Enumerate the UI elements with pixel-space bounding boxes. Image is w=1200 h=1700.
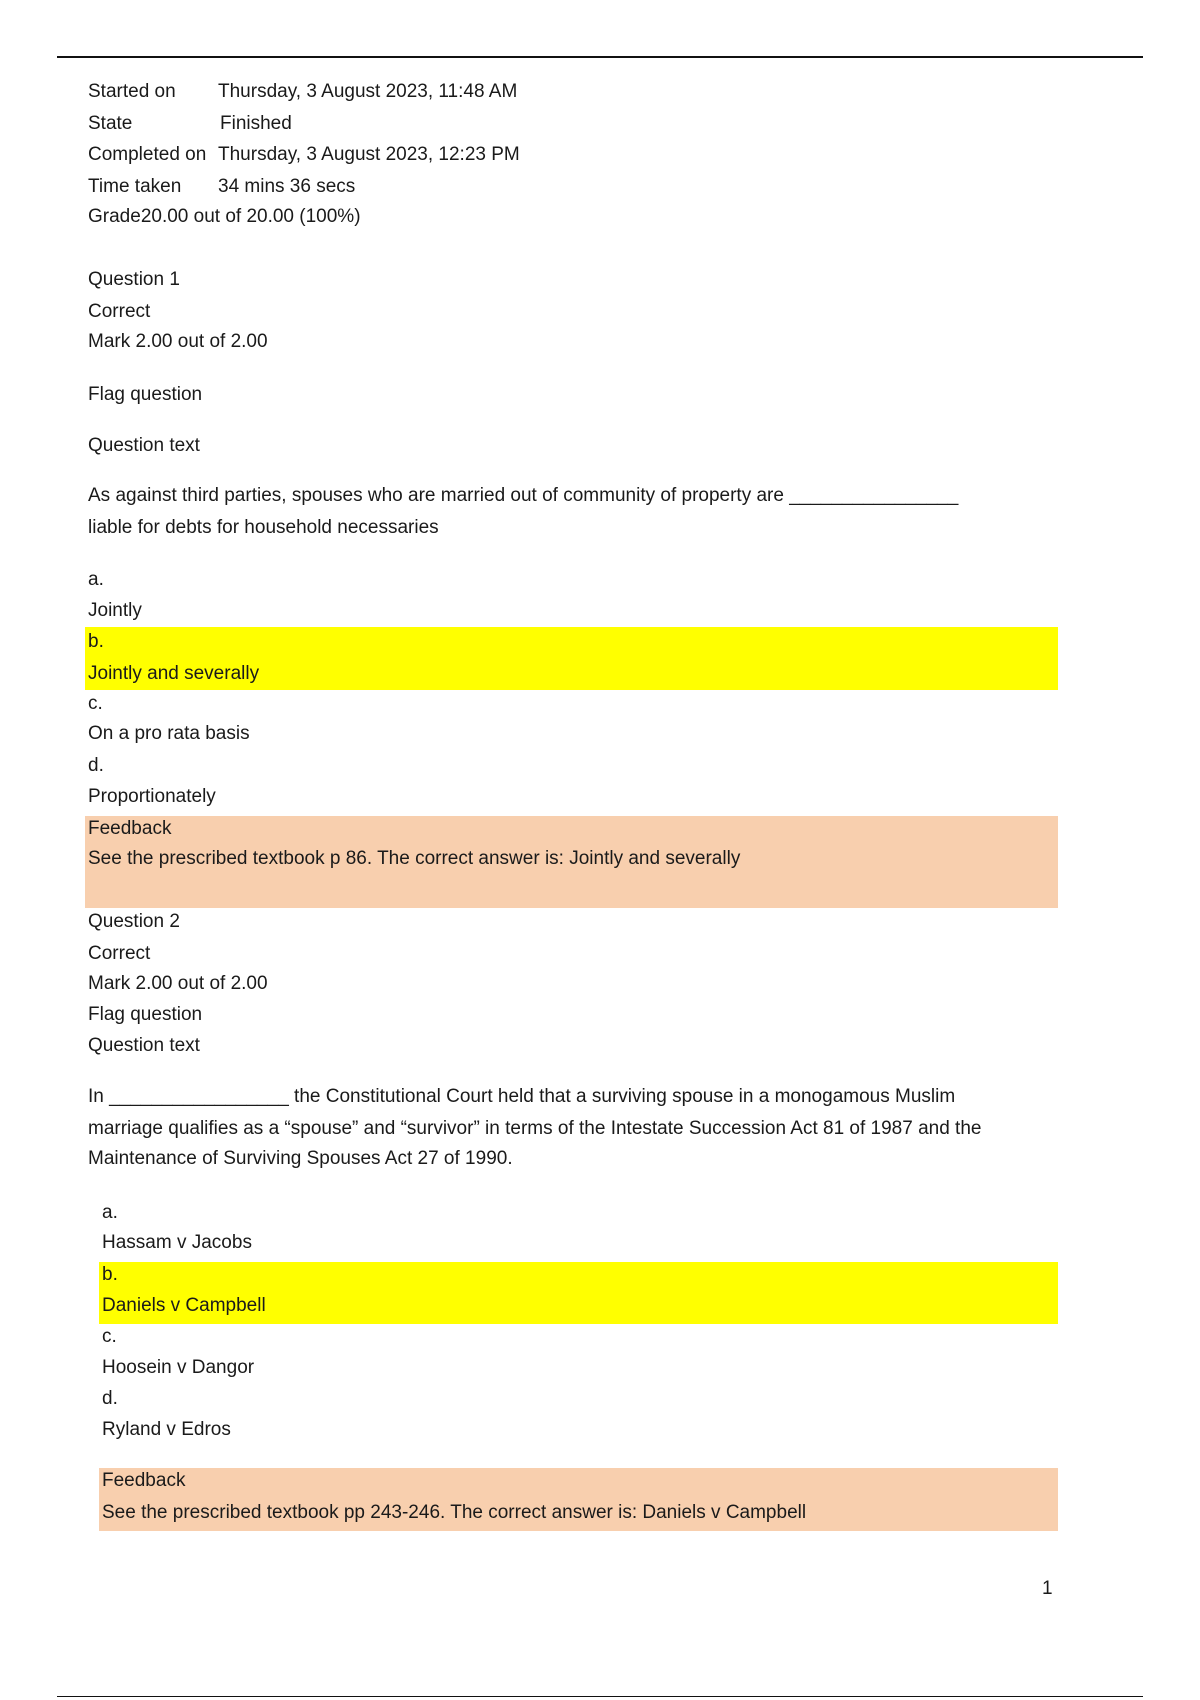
started-label: Started on <box>88 81 176 102</box>
page-number: 1 <box>1042 1578 1053 1599</box>
question-title: Question 1 <box>88 269 180 290</box>
option-a-letter[interactable]: a. <box>88 569 104 590</box>
option-c-text[interactable]: On a pro rata basis <box>88 723 250 744</box>
feedback-label: Feedback <box>88 818 172 839</box>
completed-label: Completed on <box>88 144 207 165</box>
time-row <box>88 175 355 199</box>
flag-question-link[interactable]: Flag question <box>88 384 203 405</box>
state-value: Finished <box>220 113 292 134</box>
option-d-letter[interactable]: d. <box>102 1388 118 1409</box>
option-a-text[interactable]: Jointly <box>88 600 142 621</box>
option-b-letter[interactable]: b. <box>88 631 104 652</box>
question-mark: Mark 2.00 out of 2.00 <box>88 331 268 352</box>
option-a-text[interactable]: Hassam v Jacobs <box>102 1232 252 1253</box>
grade-row <box>88 205 361 229</box>
option-c-letter[interactable]: c. <box>102 1326 117 1347</box>
question-text-line: Maintenance of Surviving Spouses Act 27 of 1990. <box>88 1148 513 1169</box>
flag-question-link[interactable]: Flag question <box>88 1004 203 1025</box>
question-text-label: Question text <box>88 435 200 456</box>
question-status: Correct <box>88 943 151 964</box>
started-row <box>88 80 517 104</box>
top-rule <box>57 56 1143 58</box>
bottom-rule <box>57 1696 1143 1697</box>
feedback-text: See the prescribed textbook p 86. The correct answer is: Jointly and severally <box>88 848 741 869</box>
time-label: Time taken <box>88 176 182 197</box>
grade-label: Grade <box>88 206 141 227</box>
state-label: State <box>88 113 133 134</box>
option-b-letter[interactable]: b. <box>102 1264 118 1285</box>
option-b-text[interactable]: Daniels v Campbell <box>102 1295 266 1316</box>
question-text-line: As against third parties, spouses who are married out of community of property are ________________ <box>88 485 959 506</box>
option-d-text[interactable]: Proportionately <box>88 786 216 807</box>
option-b-text[interactable]: Jointly and severally <box>88 663 260 684</box>
completed-value: Thursday, 3 August 2023, 12:23 PM <box>218 144 520 165</box>
feedback-label: Feedback <box>102 1470 186 1491</box>
option-d-text[interactable]: Ryland v Edros <box>102 1419 231 1440</box>
question-text-line: liable for debts for household necessaries <box>88 517 439 538</box>
option-d-letter[interactable]: d. <box>88 755 104 776</box>
option-c-text[interactable]: Hoosein v Dangor <box>102 1357 255 1378</box>
state-row <box>88 112 292 136</box>
question-status: Correct <box>88 301 151 322</box>
question-text-label: Question text <box>88 1035 200 1056</box>
question-title: Question 2 <box>88 911 180 932</box>
option-a-letter[interactable]: a. <box>102 1202 118 1223</box>
question-text-line: marriage qualifies as a “spouse” and “survivor” in terms of the Intestate Succession Act 81 of 1987 and the <box>88 1118 982 1139</box>
question-mark: Mark 2.00 out of 2.00 <box>88 973 268 994</box>
option-c-letter[interactable]: c. <box>88 693 103 714</box>
time-value: 34 mins 36 secs <box>218 176 356 197</box>
grade-value: 20.00 out of 20.00 (100%) <box>140 206 361 227</box>
completed-row <box>88 143 520 167</box>
started-value: Thursday, 3 August 2023, 11:48 AM <box>218 81 518 102</box>
feedback-text: See the prescribed textbook pp 243-246. The correct answer is: Daniels v Campbell <box>102 1502 807 1523</box>
question-text-line: In _________________ the Constitutional Court held that a surviving spouse in a monogamous Muslim <box>88 1086 956 1107</box>
